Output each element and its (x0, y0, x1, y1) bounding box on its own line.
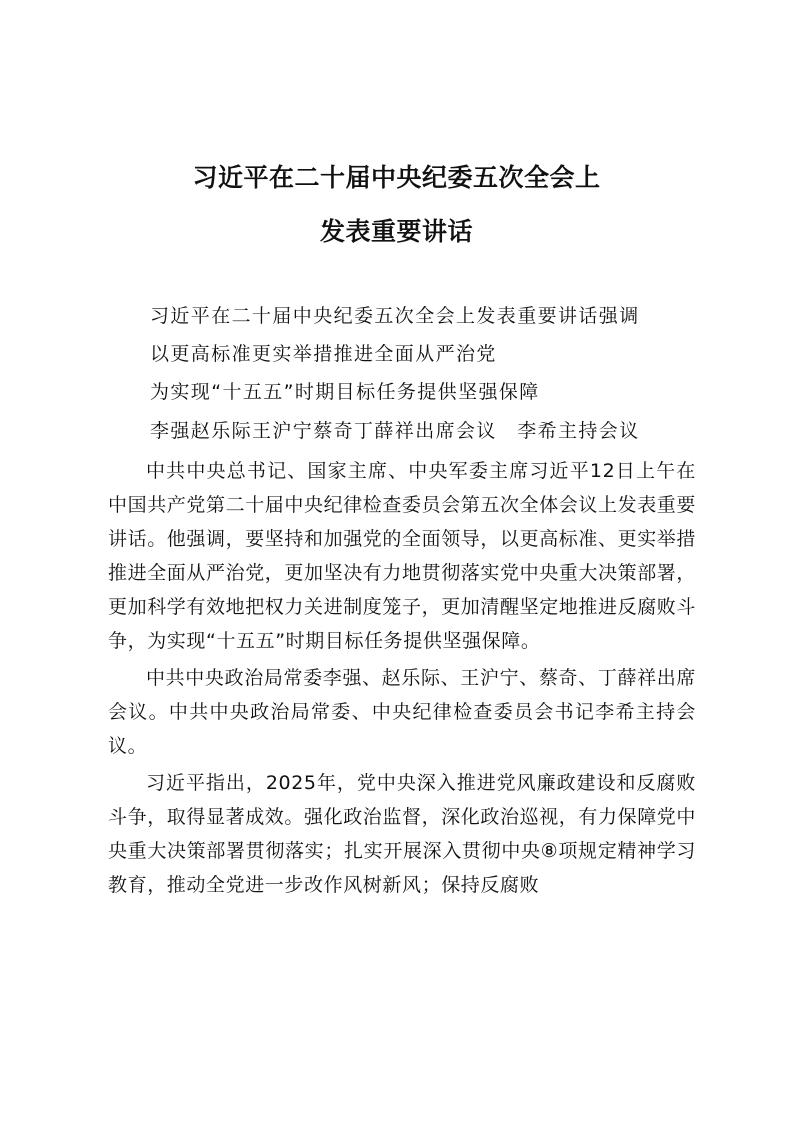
document-title-line-1: 习近平在二十届中央纪委五次全会上 (192, 163, 601, 192)
body-paragraph-2: 中共中央政治局常委李强、赵乐际、王沪宁、蔡奇、丁薛祥出席会议。中共中央政治局常委、中央纪律检查委员会书记李希主持会议。 (108, 667, 696, 757)
subheadline-2: 以更高标准更实举措推进全面从严治党 (150, 343, 497, 365)
article-body (108, 454, 696, 905)
subheadline-3: 为实现“十五五”时期目标任务提供坚强保障 (150, 381, 540, 403)
subheadline-4: 李强赵乐际王沪宁蔡奇丁薛祥出席会议 李希主持会议 (150, 420, 640, 442)
document-title-line-2: 发表重要讲话 (319, 217, 473, 246)
body-paragraph-3: 习近平指出，2025年，党中央深入推进党风廉政建设和反腐败斗争，取得显著成效。强化政治监督，深化政治巡视，有力保障党中央重大决策部署贯彻落实；扎实开展深入贯彻中央⑧项规定精神学习教育，推动全党进一步改作风树新风；保持反腐败 (108, 772, 697, 896)
subheadline-1: 习近平在二十届中央纪委五次全会上发表重要讲话强调 (150, 305, 640, 327)
body-paragraph-1: 中共中央总书记、国家主席、中央军委主席习近平12日上午在中国共产党第二十届中央纪律检查委员会第五次全体会议上发表重要讲话。他强调，要坚持和加强党的全面领导，以更高标准、更实举措推进全面从严治党，更加坚决有力地贯彻落实党中央重大决策部署，更加科学有效地把权力关进制度笼子，更加清醒坚定地推进反腐败斗争，为实现“十五五”时期目标任务提供坚强保障。 (108, 460, 697, 652)
